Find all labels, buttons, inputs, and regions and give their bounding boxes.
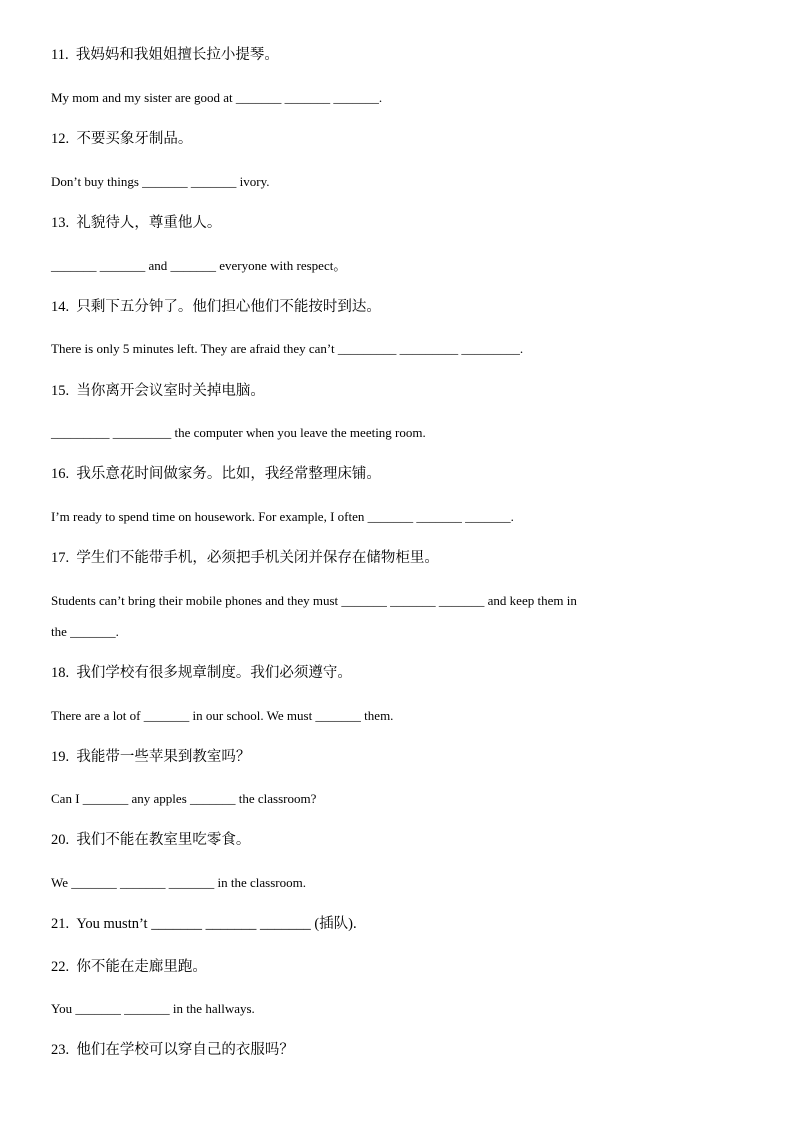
answer-line-17-cont: the _______. (51, 624, 119, 639)
question-12: 12. 不要买象牙制品。 (51, 131, 193, 147)
answer-line-15: _________ _________ the computer when you leave the meeting room. (51, 425, 426, 440)
answer-line-16: I’m ready to spend time on housework. For example, I often _______ _______ _______. (51, 509, 514, 524)
answer-line-13: _______ _______ and _______ everyone with respect。 (51, 258, 347, 273)
answer-line-19: Can I _______ any apples _______ the classroom? (51, 791, 317, 806)
question-20: 20. 我们不能在教室里吃零食。 (51, 832, 251, 848)
answer-line-22: You _______ _______ in the hallways. (51, 1001, 255, 1016)
question-15: 15. 当你离开会议室时关掉电脑。 (51, 383, 265, 399)
question-21: 21. You mustn’t _______ _______ _______ (插队). (51, 916, 357, 932)
question-19: 19. 我能带一些苹果到教室吗？ (51, 749, 251, 765)
answer-line-20: We _______ _______ _______ in the classroom. (51, 875, 306, 890)
question-23: 23. 他们在学校可以穿自己的衣服吗？ (51, 1042, 294, 1058)
question-18: 18. 我们学校有很多规章制度。我们必须遵守。 (51, 665, 352, 681)
question-17: 17. 学生们不能带手机，必须把手机关闭并保存在储物柜里。 (51, 550, 439, 566)
question-13: 13. 礼貌待人，尊重他人。 (51, 215, 222, 231)
question-16: 16. 我乐意花时间做家务。比如，我经常整理床铺。 (51, 466, 381, 482)
question-11: 11. 我妈妈和我姐姐擅长拉小提琴。 (51, 47, 279, 63)
answer-line-17: Students can’t bring their mobile phones and they must _______ _______ _______ and keep them in (51, 593, 577, 608)
question-14: 14. 只剩下五分钟了。他们担心他们不能按时到达。 (51, 299, 381, 315)
question-22: 22. 你不能在走廊里跑。 (51, 959, 207, 975)
answer-line-12: Don’t buy things _______ _______ ivory. (51, 174, 270, 189)
answer-line-11: My mom and my sister are good at _______ _______ _______. (51, 90, 383, 105)
answer-line-14: There is only 5 minutes left. They are afraid they can’t _________ _________ _________. (51, 341, 524, 356)
answer-line-18: There are a lot of _______ in our school. We must _______ them. (51, 708, 394, 723)
